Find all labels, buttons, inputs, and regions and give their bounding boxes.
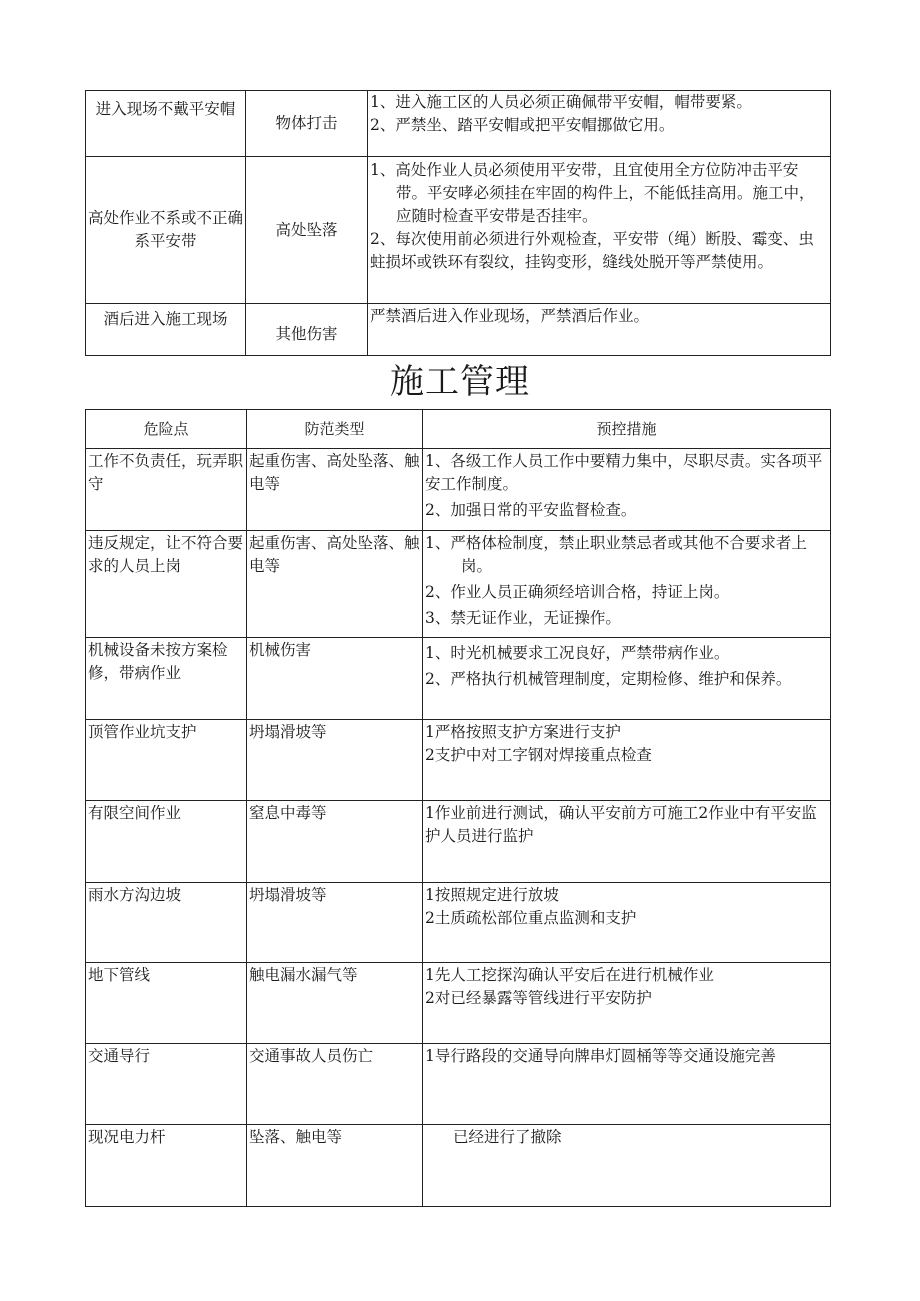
column-header-measures: 预控措施	[423, 410, 831, 449]
measures-cell	[423, 720, 831, 801]
measure-line: 1按照规定进行放坡	[425, 886, 559, 904]
measures-cell	[423, 449, 831, 531]
measure-line: 2对已经暴露等管线进行平安防护	[425, 989, 652, 1007]
measures-cell	[423, 1044, 831, 1125]
prevention-type-cell: 交通事故人员伤亡	[247, 1044, 423, 1125]
prevention-type-cell: 物体打击	[246, 91, 368, 157]
measures-cell	[423, 963, 831, 1044]
measure-line: 已经进行了撤除	[453, 1128, 562, 1146]
measure-line: 1作业前进行测试，确认平安前方可施工2作业中有平安监护人员进行监护	[425, 804, 817, 845]
hazard-table-top	[85, 90, 831, 356]
hazard-cell: 有限空间作业	[86, 801, 247, 883]
measure-line: 1、高处作业人员必须使用平安带，且宜使用全方位防冲击平安带。平安哮必须挂在牢固的构件上，不能低挂高用。施工中，应随时检查平安带是否挂牢。	[370, 161, 815, 225]
measures-cell	[368, 157, 831, 304]
prevention-type-cell: 机械伤害	[247, 638, 423, 720]
measure-line: 2支护中对工字钢对焊接重点检查	[425, 746, 652, 764]
measure-line: 2、加强日常的平安监督检查。	[425, 501, 637, 519]
hazard-cell: 顶管作业坑支护	[86, 720, 247, 801]
prevention-type-cell: 高处坠落	[246, 157, 368, 304]
table-row	[86, 1125, 831, 1207]
hazard-cell: 交通导行	[86, 1044, 247, 1125]
measures-cell	[423, 883, 831, 963]
table-row	[86, 963, 831, 1044]
prevention-type-cell: 坍塌滑坡等	[247, 883, 423, 963]
prevention-type-cell: 坍塌滑坡等	[247, 720, 423, 801]
table-row	[86, 531, 831, 638]
measures-cell	[423, 1125, 831, 1207]
prevention-type-cell: 窒息中毒等	[247, 801, 423, 883]
hazard-cell: 酒后进入施工现场	[86, 304, 246, 356]
section-title: 施工管理	[390, 362, 530, 402]
measure-line: 1、时光机械要求工况良好，严禁带病作业。	[425, 644, 730, 662]
table-row	[86, 720, 831, 801]
table-header-row	[86, 410, 831, 449]
hazard-cell: 违反规定，让不符合要求的人员上岗	[86, 531, 247, 638]
measures-cell	[368, 91, 831, 157]
prevention-type-cell: 起重伤害、高处坠落、触电等	[247, 449, 423, 531]
hazard-cell: 现况电力杆	[86, 1125, 247, 1207]
management-table	[85, 409, 831, 1207]
measure-line: 1严格按照支护方案进行支护	[425, 723, 621, 741]
column-header-type: 防范类型	[247, 410, 423, 449]
measure-line: 1导行路段的交通导向牌串灯圆桶等等交通设施完善	[425, 1047, 776, 1065]
prevention-type-cell: 坠落、触电等	[247, 1125, 423, 1207]
measure-line: 1先人工挖探沟确认平安后在进行机械作业	[425, 966, 714, 984]
prevention-type-cell: 触电漏水漏气等	[247, 963, 423, 1044]
measure-line: 2、作业人员正确须经培训合格，持证上岗。	[425, 583, 730, 601]
table-row	[86, 638, 831, 720]
column-header-hazard: 危险点	[86, 410, 247, 449]
hazard-cell: 高处作业不系或不正确系平安带	[86, 157, 246, 304]
measure-line: 1、各级工作人员工作中要精力集中，尽职尽责。实各项平安工作制度。	[425, 452, 823, 493]
table-row	[86, 1044, 831, 1125]
measure-line: 2土质疏松部位重点监测和支护	[425, 909, 637, 927]
prevention-type-cell: 其他伤害	[246, 304, 368, 356]
table-row	[86, 801, 831, 883]
table-row	[86, 157, 831, 304]
measure-line: 2、每次使用前必须进行外观检查，平安带（绳）断股、霉变、虫蛀损坏或铁环有裂纹，挂钩变形，缝线处脱开等严禁使用。	[370, 230, 814, 271]
prevention-type-cell: 起重伤害、高处坠落、触电等	[247, 531, 423, 638]
hazard-cell: 雨水方沟边坡	[86, 883, 247, 963]
table-row	[86, 883, 831, 963]
measures-cell	[423, 801, 831, 883]
measure-line: 严禁酒后进入作业现场，严禁酒后作业。	[370, 307, 650, 325]
measure-line: 2、严禁坐、踏平安帽或把平安帽挪做它用。	[370, 116, 675, 134]
table-row	[86, 91, 831, 157]
hazard-cell: 工作不负责任，玩弄职守	[86, 449, 247, 531]
measure-line: 3、禁无证作业，无证操作。	[425, 609, 621, 627]
measure-line: 1、严格体检制度，禁止职业禁忌者或其他不合要求者上岗。	[425, 534, 807, 575]
hazard-cell: 地下管线	[86, 963, 247, 1044]
table-row	[86, 449, 831, 531]
measures-cell	[423, 531, 831, 638]
hazard-cell: 机械设备未按方案检修，带病作业	[86, 638, 247, 720]
hazard-cell: 进入现场不戴平安帽	[86, 91, 246, 157]
table-row	[86, 304, 831, 356]
measure-line: 2、严格执行机械管理制度，定期检修、维护和保养。	[425, 670, 792, 688]
measure-line: 1、进入施工区的人员必须正确佩带平安帽，帽带要紧。	[370, 93, 752, 111]
measures-cell	[423, 638, 831, 720]
measures-cell	[368, 304, 831, 356]
